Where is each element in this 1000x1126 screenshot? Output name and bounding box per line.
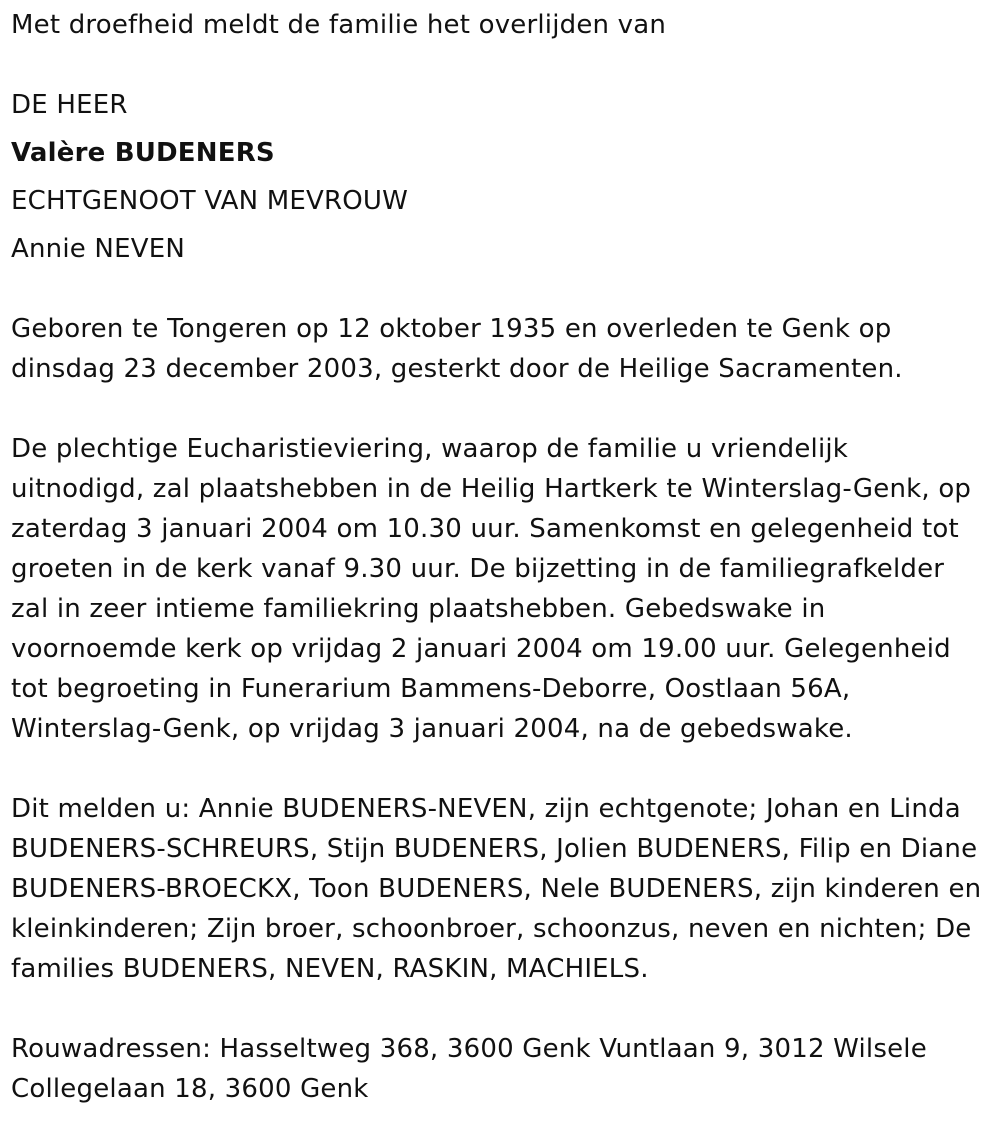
paragraph-line: kleinkinderen; Zijn broer, schoonbroer, schoonzus, neven en nichten; De: [11, 914, 972, 944]
paragraph-line: uitnodigd, zal plaatshebben in de Heilig Hartkerk te Winterslag-Genk, op: [11, 474, 972, 504]
paragraph-line: Geboren te Tongeren op 12 oktober 1935 en overleden te Genk op: [11, 314, 892, 344]
birth-death-paragraph: [11, 309, 986, 389]
title-text: DE HEER: [11, 90, 128, 120]
paragraph-line: families BUDENERS, NEVEN, RASKIN, MACHIELS.: [11, 954, 649, 984]
family-paragraph: [11, 789, 986, 989]
paragraph-line: groeten in de kerk vanaf 9.30 uur. De bijzetting in de familiegrafkelder: [11, 554, 945, 584]
paragraph-line: voornoemde kerk op vrijdag 2 januari 2004 om 19.00 uur. Gelegenheid: [11, 634, 951, 664]
paragraph-line: dinsdag 23 december 2003, gesterkt door de Heilige Sacramenten.: [11, 354, 903, 384]
paragraph-line: BUDENERS-BROECKX, Toon BUDENERS, Nele BUDENERS, zijn kinderen en: [11, 874, 982, 904]
paragraph-line: Collegelaan 18, 3600 Genk: [11, 1074, 369, 1104]
deceased-name: Valère BUDENERS: [11, 138, 275, 168]
addresses-paragraph: [11, 1029, 986, 1109]
paragraph-line: BUDENERS-SCHREURS, Stijn BUDENERS, Jolien BUDENERS, Filip en Diane: [11, 834, 978, 864]
paragraph-line: De plechtige Eucharistieviering, waarop de familie u vriendelijk: [11, 434, 849, 464]
spouse-label: ECHTGENOOT VAN MEVROUW: [11, 186, 409, 216]
intro-text: Met droefheid meldt de familie het overlijden van: [11, 10, 667, 40]
paragraph-line: Rouwadressen: Hasseltweg 368, 3600 Genk Vuntlaan 9, 3012 Wilsele: [11, 1034, 927, 1064]
paragraph-line: tot begroeting in Funerarium Bammens-Deborre, Oostlaan 56A,: [11, 674, 851, 704]
spouse-name: Annie NEVEN: [11, 234, 185, 264]
paragraph-line: zaterdag 3 januari 2004 om 10.30 uur. Samenkomst en gelegenheid tot: [11, 514, 959, 544]
paragraph-line: zal in zeer intieme familiekring plaatshebben. Gebedswake in: [11, 594, 826, 624]
paragraph-line: Winterslag-Genk, op vrijdag 3 januari 2004, na de gebedswake.: [11, 714, 853, 744]
paragraph-line: Dit melden u: Annie BUDENERS-NEVEN, zijn echtgenote; Johan en Linda: [11, 794, 961, 824]
ceremony-paragraph: [11, 429, 986, 749]
